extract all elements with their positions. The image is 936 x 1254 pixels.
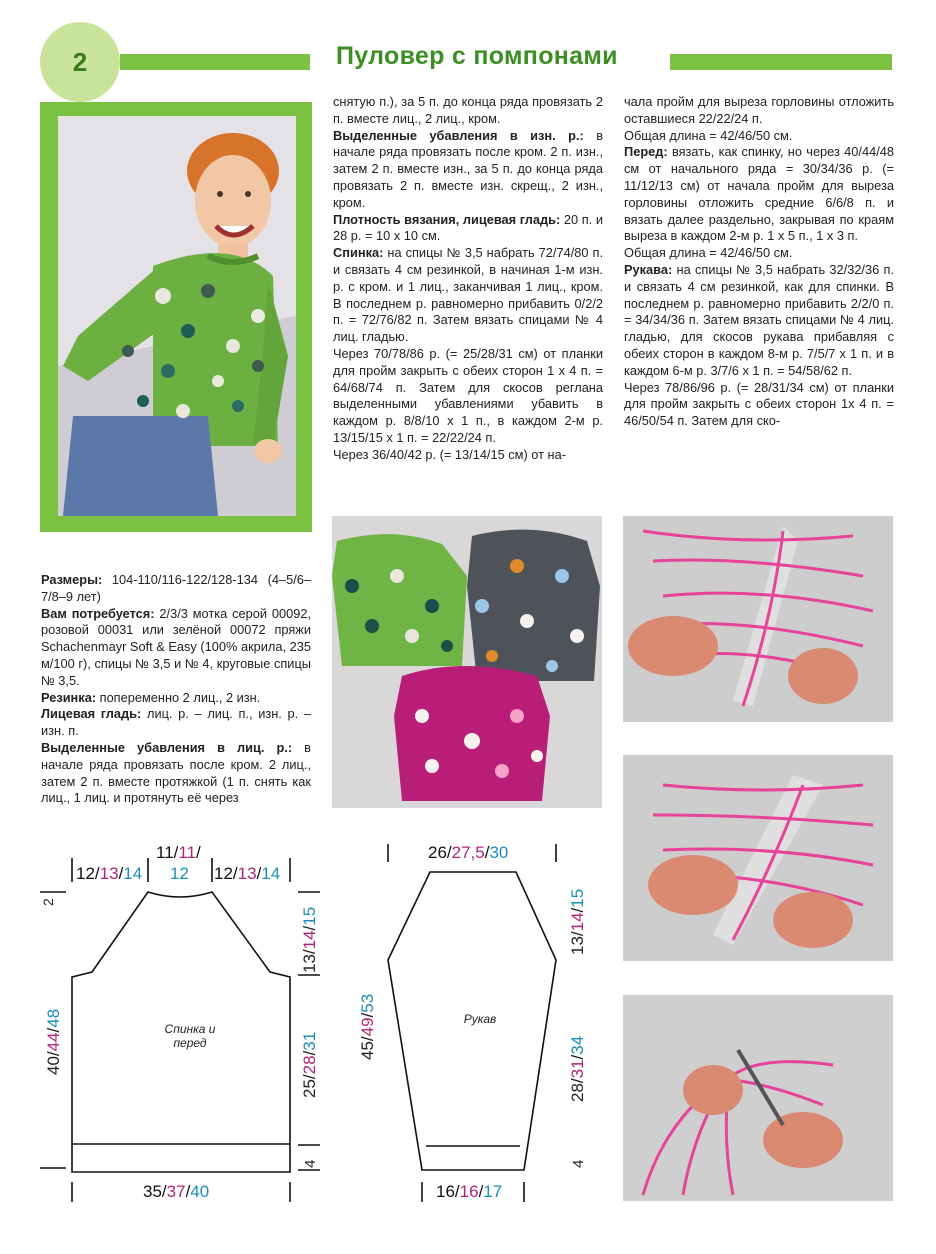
mid-para-2 [333,128,603,212]
sl-top-b: 27,5 [451,843,485,862]
body-neck-dim-top [156,843,201,863]
sl-bot-a: 16/ [436,1182,460,1201]
body-length-dim [44,1009,64,1075]
right-para-3 [624,144,894,245]
body-shoulder-right-dim [214,864,280,884]
pompom-step-3-illustration [623,995,893,1201]
body-sh-l-c: / [118,864,124,883]
body-side-a: 25/ [300,1074,319,1098]
right-text-5: на спицы № 3,5 набрать 32/32/36 п. и связать 4 см резинкой, как для спинки. В последнем р. равномерно прибавить 2/2/0 п. = 34/34/36 п. Затем вязать спицами № 4 лиц. гладью, для скосов рукава прибавляя с обеих сторон в каждом 8-м р. 7/5/7 х 1 п. и в каждом 6-м р. 3/7/6 х 1 п. = 54/58/62 п. [624,261,894,378]
mid-para-3 [333,212,603,246]
body-neck-dim-bottom [170,864,189,884]
pompom-step-3-photo [623,995,893,1201]
body-rag-a: 13/ [300,949,319,973]
pompom-step-1-photo [623,516,893,722]
sl-rag-d: 15 [568,888,587,908]
body-width-dim [143,1182,209,1202]
body-sh-l-b: 13 [99,864,119,883]
pompom-step-2-illustration [623,755,893,961]
mid-para-5: Через 70/78/86 р. (= 25/28/31 см) от планки для пройм закрыть с обеих сторон 1 х 4 п. = 64/68/74 п. Затем для скосов реглана выделенными убавлениями убавить в каждом р. 8/8/10 х 1 п., в каждом 2-м р. 13/15/15 х 1 п. = 22/22/24 п. [333,345,603,445]
text-column-middle [333,94,603,464]
body-neck-depth: 2 [40,898,56,906]
sl-rag-c: / [568,907,587,913]
left-label-4: Лицевая гладь: [41,706,142,722]
left-label-3: Резинка: [41,689,97,705]
boy-illustration [58,116,296,516]
body-sh-r-c: / [256,864,262,883]
sl-bot-b: 16 [459,1182,479,1201]
sl-top-d: 30 [489,843,509,862]
sleeve-side-dim [568,1036,588,1102]
right-text-3: вязать, как спинку, но через 40/44/48 см от начального ряда = 30/34/36 р. (= 11/12/13 см) от начала пройм для выреза горловины отложить средние 6/6/8 п. и вязать далее раздельно, закрывая по краям выреза в каждом 2-м р. 1 х 5 п., 1 х 3 п. [624,144,894,244]
mid-label-3: Плотность вязания, лицевая гладь: [333,211,561,227]
mid-label-4: Спинка: [333,245,384,261]
mid-label-2: Выделенные убавления в изн. р.: [333,127,584,143]
body-w-a: 35/ [143,1182,167,1201]
body-sh-r-d: 14 [261,864,281,883]
body-neck-b: 11 [178,843,197,862]
body-sh-r-a: 12/ [214,864,238,883]
body-rag-b: 14 [300,930,319,950]
mid-text-4: на спицы № 3,5 набрать 72/74/80 п. и связать 4 см резинкой, в начиная 1-м изн. р. с кром. и 1 лиц., заканчивая 1 лиц., кром. В последнем р. равномерно прибавить 0/2/2 п. = 72/76/82 п. Затем вязать спицами № 4 лиц. гладью. [333,245,603,345]
left-label-2: Вам потребуется: [41,605,155,621]
body-w-c: / [185,1182,191,1201]
left-text-4: лиц. р. – лиц. п., изн. р. – изн. п. [41,706,311,739]
right-label-3: Перед: [624,144,668,160]
left-label-5: Выделенные убавления в лиц. р.: [41,739,293,755]
mid-text-3: 20 п. и 28 р. = 10 х 10 см. [333,211,603,244]
left-text-5: в начале ряда провязать после кром. 2 лиц., затем 2 п. вместе протяжкой (1 п. снять как лиц., 1 лиц. и протянуть её через [41,739,311,806]
pompom-step-2-photo [623,755,893,961]
sl-len-d: 53 [358,993,377,1013]
sleeve-label: Рукав [463,1012,497,1026]
body-w-d: 40 [190,1182,210,1201]
body-rag-c: / [300,925,319,931]
left-para-5 [41,740,311,807]
body-neck-a: 11/ [156,843,179,862]
sl-len-c: / [358,1012,377,1018]
body-len-a: 40/ [44,1051,63,1075]
left-para-3 [41,690,311,707]
body-side-c: / [300,1050,319,1056]
pompom-step-1-illustration [623,516,893,722]
sl-bot-d: 17 [483,1182,503,1201]
right-para-5 [624,262,894,380]
left-para-2 [41,606,311,690]
left-text-1: 104-110/116-122/128-134 (4–5/6–7/8–9 лет) [41,572,311,604]
sleeve-bottom-dim [436,1182,502,1202]
body-label: Спинка и перед [164,1022,216,1050]
body-sh-l-a: 12/ [76,864,100,883]
body-len-c: / [44,1027,63,1033]
left-para-1 [41,572,311,606]
sl-top-c: / [484,843,490,862]
sleeve-length-dim [358,994,378,1060]
sl-top-a: 26/ [428,843,452,862]
body-side-d: 31 [300,1031,319,1051]
sweaters-illustration [332,516,602,808]
right-para-1: чала пройм для выреза горловины отложить оставшиеся 22/22/24 п. [624,94,894,126]
sleeve-rib-dim [570,1160,587,1168]
sl-side-b: 31 [568,1059,587,1079]
left-para-4 [41,706,311,740]
body-side-b: 28 [300,1055,319,1075]
sl-len-a: 45/ [358,1036,377,1060]
sl-side-d: 34 [568,1035,587,1055]
sl-rib: 4 [570,1159,587,1168]
right-para-4: Общая длина = 42/46/50 см. [624,245,793,261]
page-number: 2 [40,22,120,102]
body-shoulder-left-dim [76,864,142,884]
sl-bot-c: / [478,1182,484,1201]
right-para-6: Через 78/86/96 р. (= 28/31/34 см) от планки для пройм закрыть с обеих сторон 1х 4 п. = 46/50/54 п. Затем для ско- [624,379,894,429]
page-title: Пуловер с помпонами [336,42,618,70]
header-bar-left [120,54,310,70]
mid-para-1: снятую п.), за 5 п. до конца ряда провязать 2 п. вместе лиц., 2 лиц., кром. [333,94,603,126]
body-w-b: 37 [166,1182,186,1201]
mid-para-4 [333,245,603,346]
sleeve-raglan-dim [568,889,588,955]
left-text-3: попеременно 2 лиц., 2 изн. [96,689,261,705]
body-len-b: 44 [44,1032,63,1052]
header-bar-right [670,54,892,70]
sleeve-top-dim [428,843,508,863]
body-neck-c: / [196,843,201,862]
body-raglan-dim [300,907,320,973]
body-rib: 4 [302,1159,319,1168]
sl-rag-b: 14 [568,912,587,932]
boy-photo [58,116,296,516]
text-column-left [41,572,311,807]
sweaters-photo [332,516,602,808]
body-len-d: 48 [44,1008,63,1028]
mid-text-2: в начале ряда провязать после кром. 2 п. изн., затем 2 п. вместе изн., за 5 п. до конца ряда провязать 2 п. вместе изн. скрещ., 2 изн., кром. [333,127,603,210]
sl-rag-a: 13/ [568,931,587,955]
body-neck-depth-dim [40,898,56,906]
body-rag-d: 15 [300,906,319,926]
sl-side-c: / [568,1054,587,1060]
sl-len-b: 49 [358,1017,377,1037]
body-sh-r-b: 13 [237,864,257,883]
left-text-2: 2/3/3 мотка серой 00092, розовой 00031 или зелёной 00072 пряжи Schachenmayr Soft & Easy (100% акрила, 235 м/100 г), спицы № 3,5 и № 4, круговые спицы № 3,5. [41,605,311,688]
text-column-right [624,94,894,430]
body-sh-l-d: 14 [123,864,143,883]
right-label-5: Рукава: [624,261,673,277]
left-label-1: Размеры: [41,572,103,587]
body-rib-dim [302,1160,319,1168]
body-side-dim [300,1032,320,1098]
sl-side-a: 28/ [568,1078,587,1102]
mid-para-6: Через 36/40/42 р. (= 13/14/15 см) от на- [333,446,566,462]
right-para-2: Общая длина = 42/46/50 см. [624,127,793,143]
body-neck-d: 12 [170,864,189,883]
